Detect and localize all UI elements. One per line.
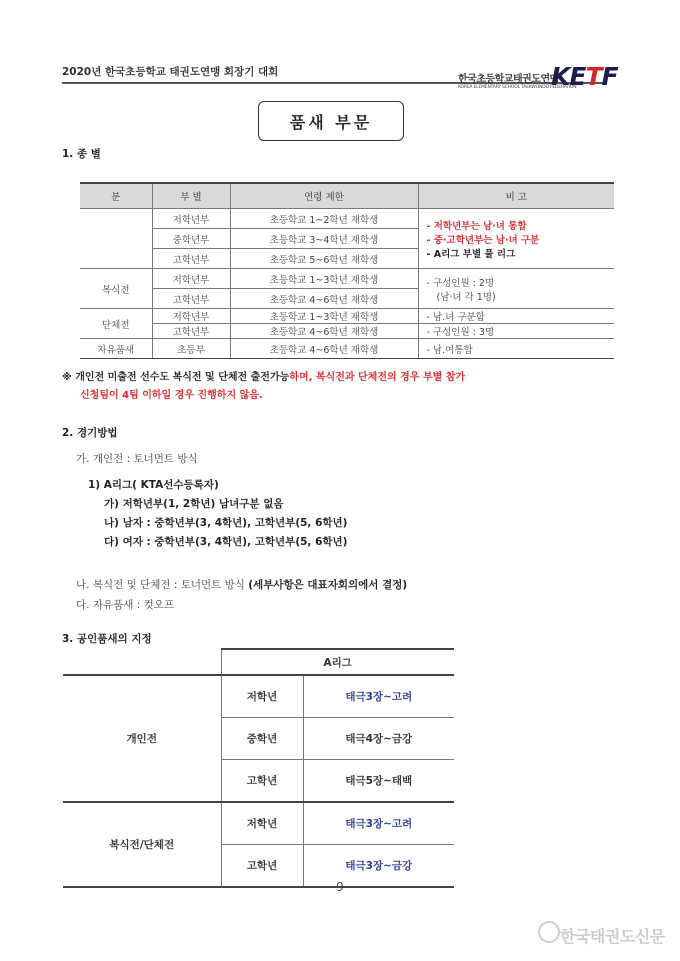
table-row [63, 675, 454, 718]
age-cell: 초등학교 1~3학년 재학생 [230, 309, 418, 324]
division-cell: 저학년부 [152, 269, 230, 289]
league-header: A리그 [221, 649, 454, 675]
poomsae-range-cell: 태극3장~고려 [303, 675, 454, 718]
free-remark: - 남.여통합 [418, 339, 614, 359]
remark-line: - 구성인원 : 2명 [426, 277, 495, 289]
method-item-na [76, 577, 407, 592]
category-table-header [80, 183, 614, 209]
document-header-title: 2020년 한국초등학교 태권도연맹 회장기 대회 [62, 66, 279, 78]
age-cell: 초등학교 4~6학년 재학생 [230, 339, 418, 359]
poomsae-range-cell: 태극3장~금강 [303, 845, 454, 888]
logo-mark-f: F [601, 62, 618, 91]
individual-group-cell [80, 209, 152, 269]
notice-part1: ※ 개인전 미출전 선수도 복식전 및 단체전 출전가능 [62, 372, 290, 383]
division-cell: 고학년부 [152, 289, 230, 309]
notice [62, 368, 622, 383]
division-cell: 저학년부 [152, 209, 230, 229]
logo-mark-t: T [585, 62, 602, 91]
team-group-cell: 단체전 [80, 309, 152, 339]
notice-line2: 신청팀이 4팀 이하일 경우 진행하지 않음. [80, 390, 263, 401]
team-remark: - 구성인원 : 3명 [418, 324, 614, 339]
section3-heading: 3. 공인품새의 지정 [62, 633, 152, 645]
logo-mark-ke: KE [551, 62, 586, 91]
age-cell: 초등학교 1~3학년 재학생 [230, 269, 418, 289]
watermark: 한국태권도신문 [560, 927, 665, 946]
method-item-ga: 가. 개인전 : 토너먼트 방식 [76, 453, 198, 465]
poomsae-range-cell: 태극4장~금강 [303, 718, 454, 760]
pair-team-label: 복식전/단체전 [63, 802, 221, 887]
col-header-division: 부 별 [152, 183, 230, 209]
section2-heading: 2. 경기방법 [62, 427, 118, 439]
table-row [80, 209, 614, 229]
ketf-logo [551, 62, 618, 91]
table-row [80, 324, 614, 339]
pair-group-cell: 복식전 [80, 269, 152, 309]
method-sub-da: 다) 여자 : 중학년부(3, 4학년), 고학년부(5, 6학년) [104, 536, 348, 548]
division-cell: 중학년부 [152, 229, 230, 249]
team-remark: - 남.녀 구분함 [418, 309, 614, 324]
page-number: - 9 - [328, 880, 352, 894]
age-cell: 초등학교 4~6학년 재학생 [230, 289, 418, 309]
federation-name: 한국초등학교태권도연맹 [458, 74, 559, 85]
page-title: 품새 부문 [258, 101, 404, 141]
table-row [80, 339, 614, 359]
age-cell: 초등학교 3~4학년 재학생 [230, 229, 418, 249]
federation-english-name: KOREA ELEMENTARY SCHOOL TAEKWONDO FEDERATION [458, 85, 577, 90]
individual-label: 개인전 [63, 675, 221, 802]
grade-cell: 저학년 [221, 802, 303, 845]
division-cell: 초등부 [152, 339, 230, 359]
grade-cell: 중학년 [221, 718, 303, 760]
table-row [80, 309, 614, 324]
individual-remarks [418, 209, 614, 269]
method-sub-ga: 가) 저학년부(1, 2학년) 남녀구분 없음 [104, 498, 284, 510]
poomsae-range-cell: 태극3장~고려 [303, 802, 454, 845]
grade-cell: 고학년 [221, 845, 303, 888]
remark-line: - 중·고학년부는 남·녀 구분 [426, 234, 540, 246]
age-cell: 초등학교 1~2학년 재학생 [230, 209, 418, 229]
age-cell: 초등학교 4~6학년 재학생 [230, 324, 418, 339]
col-header-age-limit: 연령 제한 [230, 183, 418, 209]
notice-part2: 하며, 복식전과 단체전의 경우 부별 참가 [289, 372, 466, 383]
col-header-remarks: 비 고 [418, 183, 614, 209]
col-header-category: 분 [80, 183, 152, 209]
division-cell: 고학년부 [152, 324, 230, 339]
method-item-na-text: 나. 복식전 및 단체전 : 토너먼트 방식 [76, 579, 249, 591]
remark-line: - 저학년부는 남·녀 통합 [426, 220, 527, 232]
poomsae-table-header [63, 649, 454, 675]
grade-cell: 저학년 [221, 675, 303, 718]
category-table [80, 182, 614, 359]
table-row [63, 802, 454, 845]
division-cell: 저학년부 [152, 309, 230, 324]
grade-cell: 고학년 [221, 760, 303, 803]
method-sub-na: 나) 남자 : 중학년부(3, 4학년), 고학년부(5, 6학년) [104, 517, 348, 529]
remark-line: (남·녀 각 1명) [436, 291, 496, 303]
section1-heading: 1. 종 별 [62, 148, 101, 160]
poomsae-table [63, 648, 454, 888]
remark-line: - A리그 부별 풀 리그 [426, 248, 516, 260]
method-item-1: 1) A리그( KTA선수등록자) [88, 479, 219, 491]
poomsae-range-cell: 태극5장~태백 [303, 760, 454, 803]
free-group-cell: 자유품새 [80, 339, 152, 359]
table-row [80, 269, 614, 289]
method-item-na-note: (세부사항은 대표자회의에서 결정) [248, 579, 408, 591]
division-cell: 고학년부 [152, 249, 230, 269]
method-item-da: 다. 자유품새 : 컷오프 [76, 599, 175, 611]
empty-header-cell [63, 649, 221, 675]
watermark-icon [538, 921, 560, 943]
age-cell: 초등학교 5~6학년 재학생 [230, 249, 418, 269]
pair-remarks [418, 269, 614, 309]
